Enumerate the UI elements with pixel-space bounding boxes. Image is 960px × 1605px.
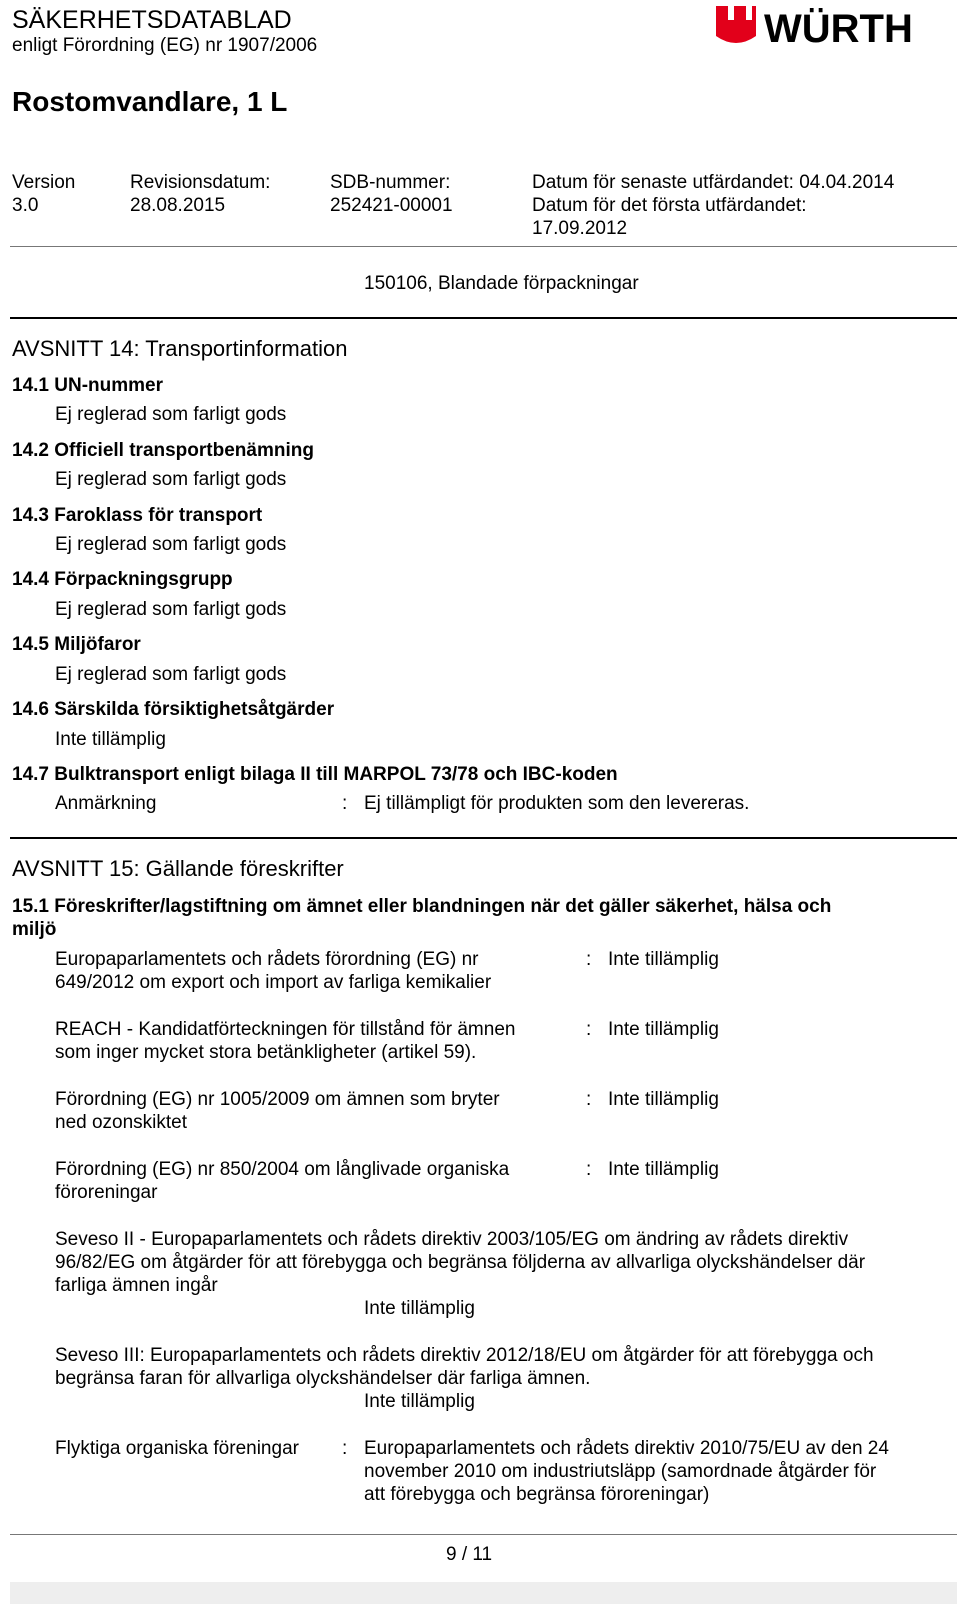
section-14-4-value: Ej reglerad som farligt gods <box>55 599 287 620</box>
section-14-rule <box>10 317 957 319</box>
first-issue-value: 17.09.2012 <box>532 218 628 239</box>
regulation-1-line1: Europaparlamentets och rådets förordning (EG) nr <box>55 949 479 970</box>
regulation-1-line2: 649/2012 om export och import av farliga kemikalier <box>55 972 492 993</box>
section-14-3-heading: 14.3 Faroklass för transport <box>12 505 263 526</box>
revision-value: 28.08.2015 <box>130 195 226 216</box>
section-14-3-value: Ej reglerad som farligt gods <box>55 534 287 555</box>
regulation-2-line2: som inger mycket stora betänkligheter (artikel 59). <box>55 1042 477 1063</box>
voc-line1: Europaparlamentets och rådets direktiv 2010/75/EU av den 24 <box>364 1438 889 1459</box>
version-label: Version <box>12 172 76 193</box>
seveso3-value: Inte tillämplig <box>364 1391 475 1412</box>
revision-label: Revisionsdatum: <box>130 172 271 193</box>
brand-wordmark: WÜRTH <box>764 7 913 48</box>
section-15-rule <box>10 837 957 839</box>
section-14-1-heading: 14.1 UN-nummer <box>12 375 163 396</box>
regulation-3-line1: Förordning (EG) nr 1005/2009 om ämnen som bryter <box>55 1089 500 1110</box>
regulation-1-value: Inte tillämplig <box>608 949 719 970</box>
voc-line3: att förebygga och begränsa föroreningar) <box>364 1484 710 1505</box>
version-value: 3.0 <box>12 195 39 216</box>
regulation-4-line1: Förordning (EG) nr 850/2004 om långlivade organiska <box>55 1159 510 1180</box>
seveso2-value: Inte tillämplig <box>364 1298 475 1319</box>
regulation-1-separator: : <box>586 949 592 970</box>
seveso2-line1: Seveso II - Europaparlamentets och rådets direktiv 2003/105/EG om ändring av rådets direktiv <box>55 1229 849 1250</box>
marpol-value: Ej tillämpligt för produkten som den levereras. <box>364 793 750 814</box>
regulation-3-separator: : <box>586 1089 592 1110</box>
regulation-2-value: Inte tillämplig <box>608 1019 719 1040</box>
section-14-2-value: Ej reglerad som farligt gods <box>55 469 287 490</box>
wurth-logo-mark <box>714 4 936 48</box>
section-14-5-heading: 14.5 Miljöfaror <box>12 634 141 655</box>
section-14-6-heading: 14.6 Särskilda försiktighetsåtgärder <box>12 699 335 720</box>
section-14-7-heading: 14.7 Bulktransport enligt bilaga II till MARPOL 73/78 och IBC-koden <box>12 764 618 785</box>
section-14-4-heading: 14.4 Förpackningsgrupp <box>12 569 233 590</box>
regulation-4-line2: föroreningar <box>55 1182 158 1203</box>
regulation-2-separator: : <box>586 1019 592 1040</box>
first-issue-label: Datum för det första utfärdandet: <box>532 195 807 216</box>
section-14-6-value: Inte tillämplig <box>55 729 166 750</box>
seveso2-line2: 96/82/EG om åtgärder för att förebygga och begränsa följderna av allvarliga olyckshändelser där <box>55 1252 866 1273</box>
regulation-3-line2: ned ozonskiktet <box>55 1112 188 1133</box>
section-15-1-heading: 15.1 Föreskrifter/lagstiftning om ämnet eller blandningen när det gäller säkerhet, hälsa och <box>12 896 832 917</box>
sdb-value: 252421-00001 <box>330 195 453 216</box>
seveso2-line3: farliga ämnen ingår <box>55 1275 218 1296</box>
wurth-logo <box>714 4 936 48</box>
marpol-label: Anmärkning <box>55 793 157 814</box>
footer-bar <box>10 1582 957 1604</box>
voc-separator: : <box>342 1438 348 1459</box>
section-14-title: AVSNITT 14: Transportinformation <box>12 336 348 361</box>
regulation-4-separator: : <box>586 1159 592 1180</box>
latest-issue-date: Datum för senaste utfärdandet: 04.04.2014 <box>532 172 895 193</box>
carryover-text: 150106, Blandade förpackningar <box>364 273 639 294</box>
document-title: SÄKERHETSDATABLAD <box>12 6 292 34</box>
section-15-title: AVSNITT 15: Gällande föreskrifter <box>12 856 344 881</box>
voc-label: Flyktiga organiska föreningar <box>55 1438 299 1459</box>
seveso3-line2: begränsa faran för allvarliga olyckshändelser där farliga ämnen. <box>55 1368 591 1389</box>
regulation-4-value: Inte tillämplig <box>608 1159 719 1180</box>
seveso3-line1: Seveso III: Europaparlamentets och rådets direktiv 2012/18/EU om åtgärder för att förebygga och <box>55 1345 874 1366</box>
section-14-5-value: Ej reglerad som farligt gods <box>55 664 287 685</box>
footer-divider <box>10 1534 957 1535</box>
marpol-separator: : <box>342 793 348 814</box>
product-name: Rostomvandlare, 1 L <box>12 86 288 117</box>
sdb-label: SDB-nummer: <box>330 172 451 193</box>
voc-line2: november 2010 om industriutsläpp (samordnade åtgärder för <box>364 1461 877 1482</box>
section-15-1-heading-cont: miljö <box>12 919 57 940</box>
regulation-subtitle: enligt Förordning (EG) nr 1907/2006 <box>12 35 318 56</box>
regulation-3-value: Inte tillämplig <box>608 1089 719 1110</box>
header-divider <box>10 246 957 247</box>
regulation-2-line1: REACH - Kandidatförteckningen för tillstånd för ämnen <box>55 1019 516 1040</box>
page-number: 9 / 11 <box>446 1544 493 1565</box>
section-14-1-value: Ej reglerad som farligt gods <box>55 404 287 425</box>
section-14-2-heading: 14.2 Officiell transportbenämning <box>12 440 314 461</box>
